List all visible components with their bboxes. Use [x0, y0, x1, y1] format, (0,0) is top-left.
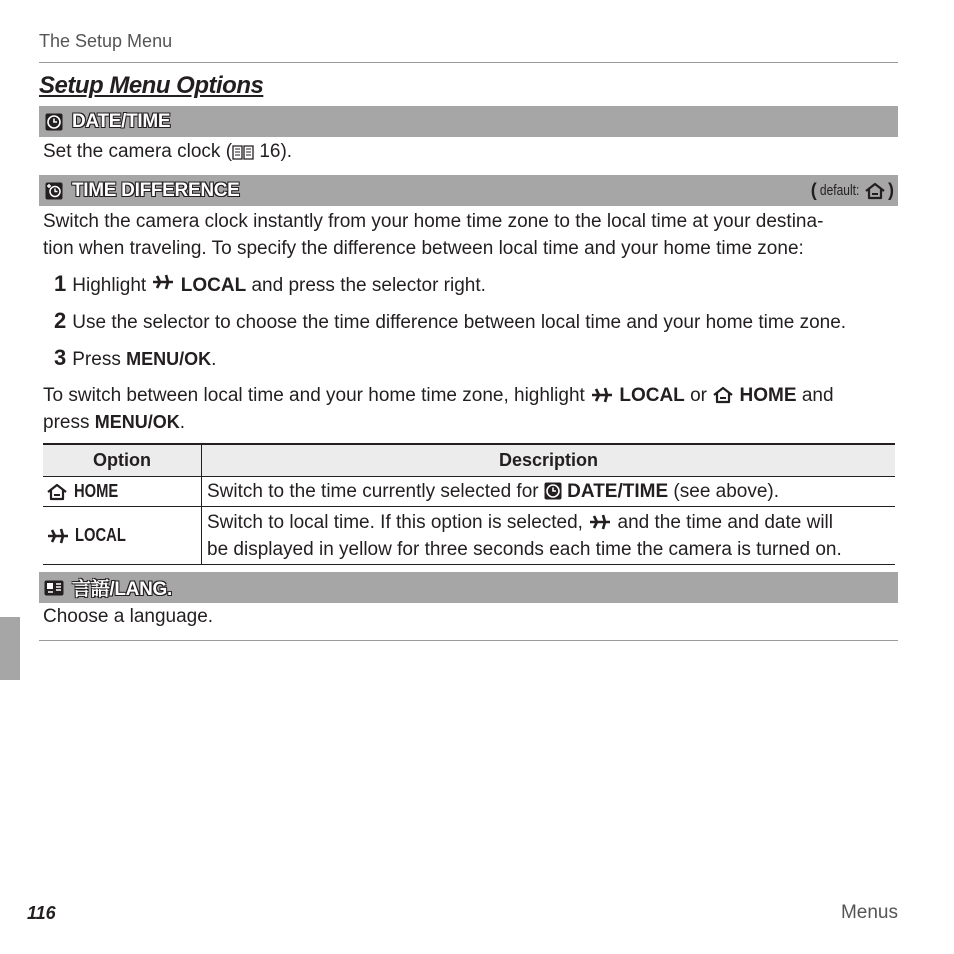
airplane-icon	[590, 386, 614, 404]
running-head: The Setup Menu	[39, 31, 173, 51]
table-row	[43, 477, 895, 507]
clock-icon	[544, 482, 562, 500]
option-home-description: Switch to the time currently selected for DATE/TIME (see above).	[202, 477, 896, 507]
table-header-option: Option	[43, 444, 202, 477]
page-number: 116	[27, 903, 56, 923]
language-title: 言語/LANG.	[72, 579, 172, 600]
language-description: Choose a language.	[43, 606, 214, 627]
options-table	[43, 443, 895, 565]
header-divider	[39, 62, 898, 63]
section-title: Setup Menu Options	[39, 72, 264, 99]
step-3: 3 Press MENU/OK .	[54, 345, 217, 370]
airplane-icon	[46, 527, 70, 545]
date-time-header	[39, 106, 898, 137]
footer-title: Menus	[840, 902, 898, 923]
home-icon	[864, 182, 886, 200]
option-home: HOME	[44, 481, 200, 502]
time-difference-outro: To switch between local time and your home time zone, highlight LOCAL or HOME and press MENU/OK.	[43, 385, 834, 433]
section-end-divider	[39, 640, 898, 641]
date-time-title: DATE/TIME	[72, 110, 171, 132]
language-icon	[44, 578, 64, 598]
date-time-description: Set the camera clock ( 16).	[43, 141, 293, 162]
time-difference-title: TIME DIFFERENCE	[72, 179, 240, 201]
book-icon	[232, 144, 254, 160]
option-local-description: Switch to local time. If this option is selected, and the time and date will be displayed in yellow for three seconds each time the camera is turned on.	[202, 507, 896, 565]
time-difference-header	[39, 175, 898, 206]
default-indicator: ( default: )	[810, 180, 894, 200]
option-local: LOCAL	[44, 525, 200, 546]
time-difference-intro: Switch the camera clock instantly from your home time zone to the local time at your destina- tion when traveling. To specify the difference between local time and your home time zone:	[43, 211, 824, 259]
home-icon	[712, 386, 734, 404]
table-row	[43, 507, 895, 565]
airplane-icon	[151, 273, 175, 291]
home-icon	[46, 483, 68, 501]
clock-icon	[44, 112, 64, 132]
step-2: 2 Use the selector to choose the time difference between local time and your home time zone.	[54, 308, 847, 333]
step-1: 1 Highlight LOCAL and press the selector right.	[54, 271, 486, 296]
airplane-icon	[588, 513, 612, 531]
table-header-description: Description	[202, 444, 896, 477]
time-difference-icon	[44, 181, 64, 201]
chapter-tab	[0, 617, 20, 680]
language-header	[39, 572, 898, 603]
